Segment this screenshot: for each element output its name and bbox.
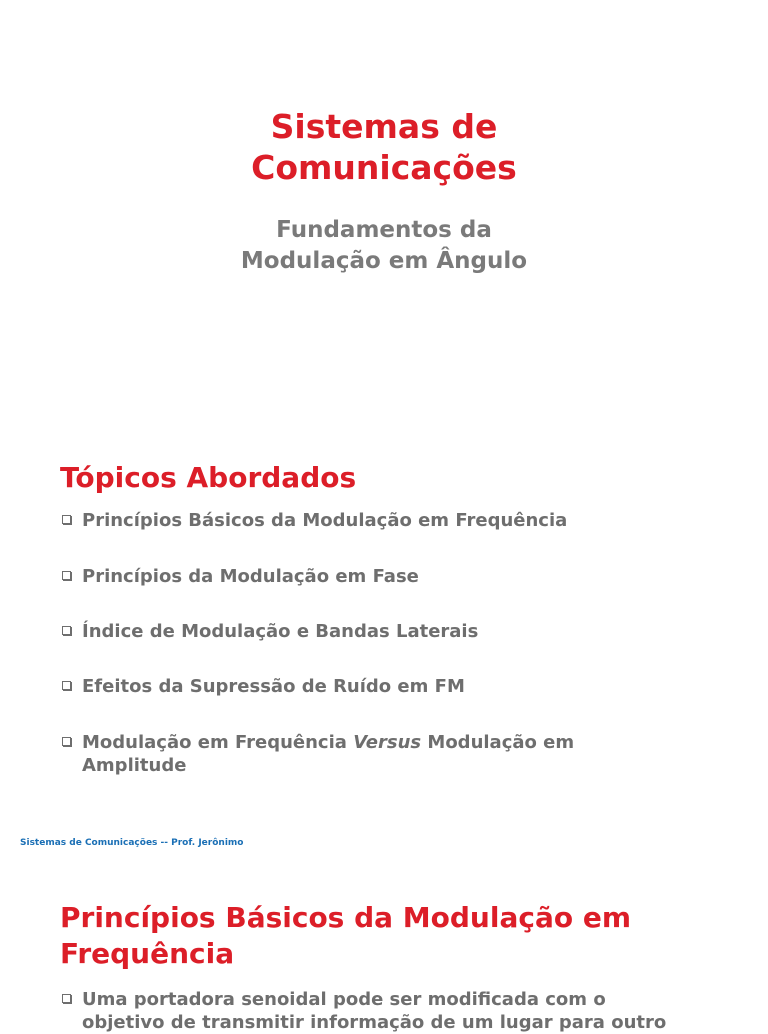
list-item-text-line2: objetivo de transmitir informação de um lugar para outro [82, 1012, 667, 1033]
checkbox-bullet-icon [62, 571, 71, 580]
checkbox-bullet-icon [62, 994, 71, 1003]
list-item-text: Princípios Básicos da Modulação em Frequência [82, 510, 568, 531]
checkbox-bullet-icon [62, 681, 71, 690]
slide-title-line1: Sistemas de [270, 107, 498, 146]
list-item-text-part1: Modulação em Frequência [82, 732, 354, 753]
checkbox-bullet-icon [62, 626, 71, 635]
list-item-text-part3: Modulação em [421, 732, 575, 753]
list-item-text: Princípios da Modulação em Fase [82, 566, 419, 587]
list-item [62, 988, 702, 1034]
slide-footer: Sistemas de Comunicações -- Prof. Jerônimo [20, 838, 244, 848]
slide-subtitle-line1: Fundamentos da [276, 217, 492, 243]
list-item-text: Uma portadora senoidal pode ser modificada com o [82, 989, 606, 1010]
list-item [62, 675, 702, 698]
list-item [62, 509, 702, 532]
list-item [62, 565, 702, 588]
slide-subtitle-line2: Modulação em Ângulo [240, 248, 528, 274]
fm-heading-line2: Frequência [60, 937, 235, 970]
topics-heading: Tópicos Abordados [60, 461, 357, 494]
slide-title-line2: Comunicações [251, 148, 517, 187]
list-item-text: Índice de Modulação e Bandas Laterais [82, 621, 479, 642]
list-item-text: Efeitos da Supressão de Ruído em FM [82, 676, 465, 697]
list-item-text-line2: Amplitude [82, 755, 187, 776]
list-item-text-italic: Versus [353, 732, 422, 753]
list-item [62, 731, 702, 777]
fm-heading-line1: Princípios Básicos da Modulação em [60, 901, 631, 934]
checkbox-bullet-icon [62, 737, 71, 746]
list-item [62, 620, 702, 643]
checkbox-bullet-icon [62, 515, 71, 524]
